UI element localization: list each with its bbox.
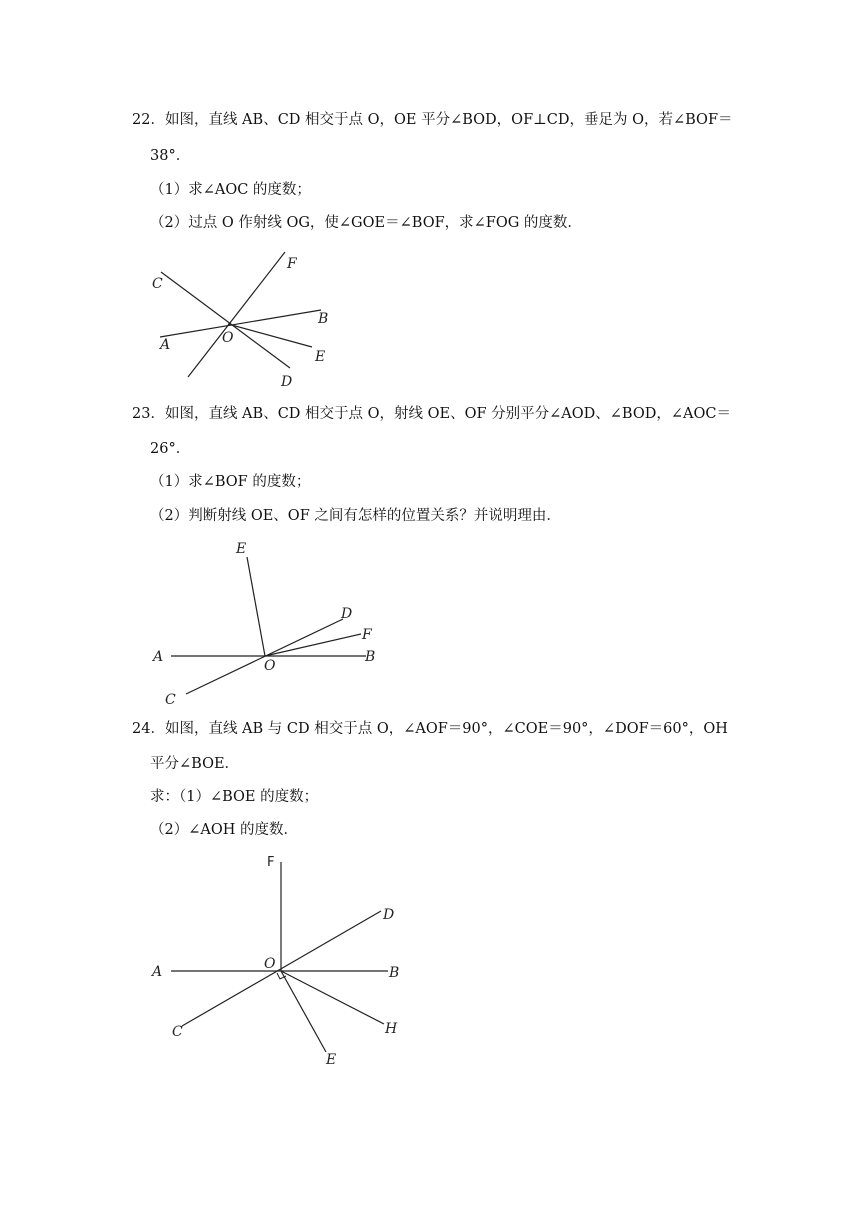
label-d: D xyxy=(281,374,293,390)
label-f: F xyxy=(267,855,275,870)
label-e: E xyxy=(326,1052,337,1068)
label-e: E xyxy=(315,349,326,365)
label-b: B xyxy=(365,649,376,665)
label-o: O xyxy=(222,330,234,346)
label-f: F xyxy=(362,627,372,643)
label-d: D xyxy=(383,907,395,923)
problem-22-statement-line2: 38°． xyxy=(150,148,191,164)
problem-22-text-1: 如图，直线 AB、CD 相交于点 O，OE 平分∠BOD，OF⊥CD，垂足为 O，若∠BOF＝ xyxy=(164,112,733,128)
label-o: O xyxy=(264,658,276,674)
ray-oh xyxy=(281,971,384,1024)
label-b: B xyxy=(389,965,400,981)
label-b: B xyxy=(318,311,329,327)
problem-24-number: 24． xyxy=(132,721,165,737)
problem-23-question-1: （1）求∠BOF 的度数； xyxy=(150,474,311,490)
label-c: C xyxy=(172,1024,183,1040)
problem-23-question-2: （2）判断射线 OE、OF 之间有怎样的位置关系？并说明理由． xyxy=(150,508,561,524)
problem-22-question-2: （2）过点 O 作射线 OG，使∠GOE＝∠BOF，求∠FOG 的度数． xyxy=(150,215,582,231)
problem-23-text-1: 如图，直线 AB、CD 相交于点 O，射线 OE、OF 分别平分∠AOD、∠BOD，∠AOC＝ xyxy=(164,406,731,422)
label-d: D xyxy=(341,606,353,622)
label-f: F xyxy=(287,256,297,272)
label-e: E xyxy=(236,541,247,557)
label-c: C xyxy=(165,692,176,708)
label-c: C xyxy=(152,276,163,292)
problem-23-number: 23． xyxy=(132,406,165,422)
problem-22-question-1: （1）求∠AOC 的度数； xyxy=(150,182,311,198)
problem-24-statement-line2: 平分∠BOE． xyxy=(150,756,240,772)
label-h: H xyxy=(385,1021,398,1037)
label-a: A xyxy=(152,964,163,980)
problem-22-number: 22． xyxy=(132,112,165,128)
label-a: A xyxy=(153,649,164,665)
problem-23-statement-line2: 26°． xyxy=(150,441,191,457)
problem-24-question-1: 求：（1）∠BOE 的度数； xyxy=(150,789,319,805)
label-a: A xyxy=(160,337,171,353)
problem-24-text-1: 如图，直线 AB 与 CD 相交于点 O，∠AOF＝90°，∠COE＝90°，∠DOF＝60°，OH xyxy=(164,721,728,737)
label-o: O xyxy=(264,956,276,972)
problem-24-question-2: （2）∠AOH 的度数． xyxy=(150,822,298,838)
